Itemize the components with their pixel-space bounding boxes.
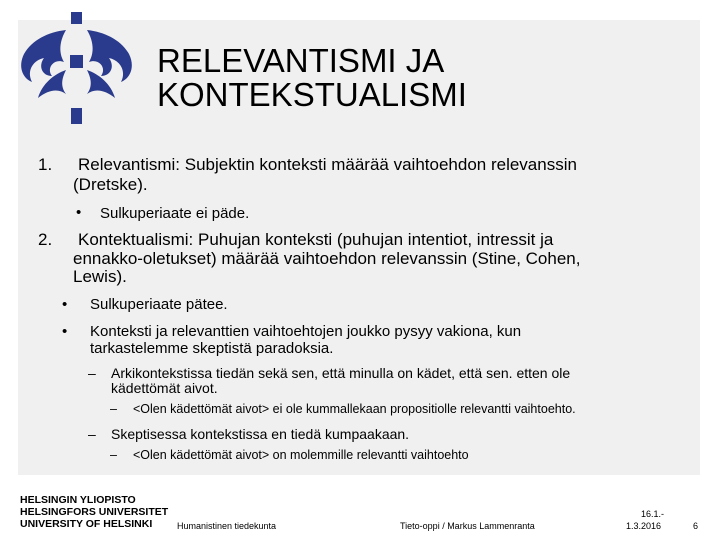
list-marker: 2. [38,230,53,249]
list-item-text: Sulkuperiaate pätee. [90,296,228,313]
list-marker: 1. [38,155,53,174]
list-item-text: Skeptisessa kontekstissa en tiedä kumpaakaan. [111,426,410,442]
bullet-marker: • [62,296,68,313]
bullet-marker: • [62,323,68,340]
list-item-text: Kontektualismi: Puhujan konteksti (puhujan intentiot, intressit ja [78,230,554,249]
bullet-marker: • [76,204,82,221]
list-item-text: ennakko-oletukset) määrää vaihtoehdon relevanssin (Stine, Cohen, [73,249,581,268]
page-number: 6 [693,521,699,531]
list-item-text: Relevantismi: Subjektin konteksti määrää vaihtoehdon relevanssin [78,155,577,174]
footer-author: Tieto-oppi / Markus Lammenranta [400,521,535,531]
list-item-text: (Dretske). [73,175,148,194]
logo-line-en: UNIVERSITY OF HELSINKI [20,518,153,530]
footer-faculty: Humanistinen tiedekunta [177,521,277,531]
list-item-text: <Olen kädettömät aivot> on molemmille relevantti vaihtoehto [133,448,469,462]
footer-date-line-2: 1.3.2016 [626,521,662,531]
list-item-text: kädettömät aivot. [111,380,218,396]
logo-line-fi: HELSINGIN YLIOPISTO [20,494,136,506]
list-item-text: Sulkuperiaate ei päde. [100,205,250,222]
list-item-text: Lewis). [73,267,127,286]
university-logo-text [20,494,168,530]
logo-line-sv: HELSINGFORS UNIVERSITET [20,506,169,518]
dash-marker: – [110,448,117,462]
title-line-2: KONTEKSTUALISMI [157,76,467,113]
title-line-1: RELEVANTISMI JA [157,42,445,79]
list-item-text: <Olen kädettömät aivot> ei ole kummallekaan propositiolle relevantti vaihtoehto. [133,402,576,416]
dash-marker: – [88,426,96,442]
list-item-text: Konteksti ja relevanttien vaihtoehtojen joukko pysyy vakiona, kun [90,323,522,340]
footer-date-line-1: 16.1.- [641,509,665,519]
list-item-text: Arkikontekstissa tiedän sekä sen, että minulla on kädet, että sen. etten ole [111,365,571,381]
list-item-text: tarkastelemme skeptistä paradoksia. [90,340,334,357]
dash-marker: – [110,402,117,416]
dash-marker: – [88,365,96,381]
